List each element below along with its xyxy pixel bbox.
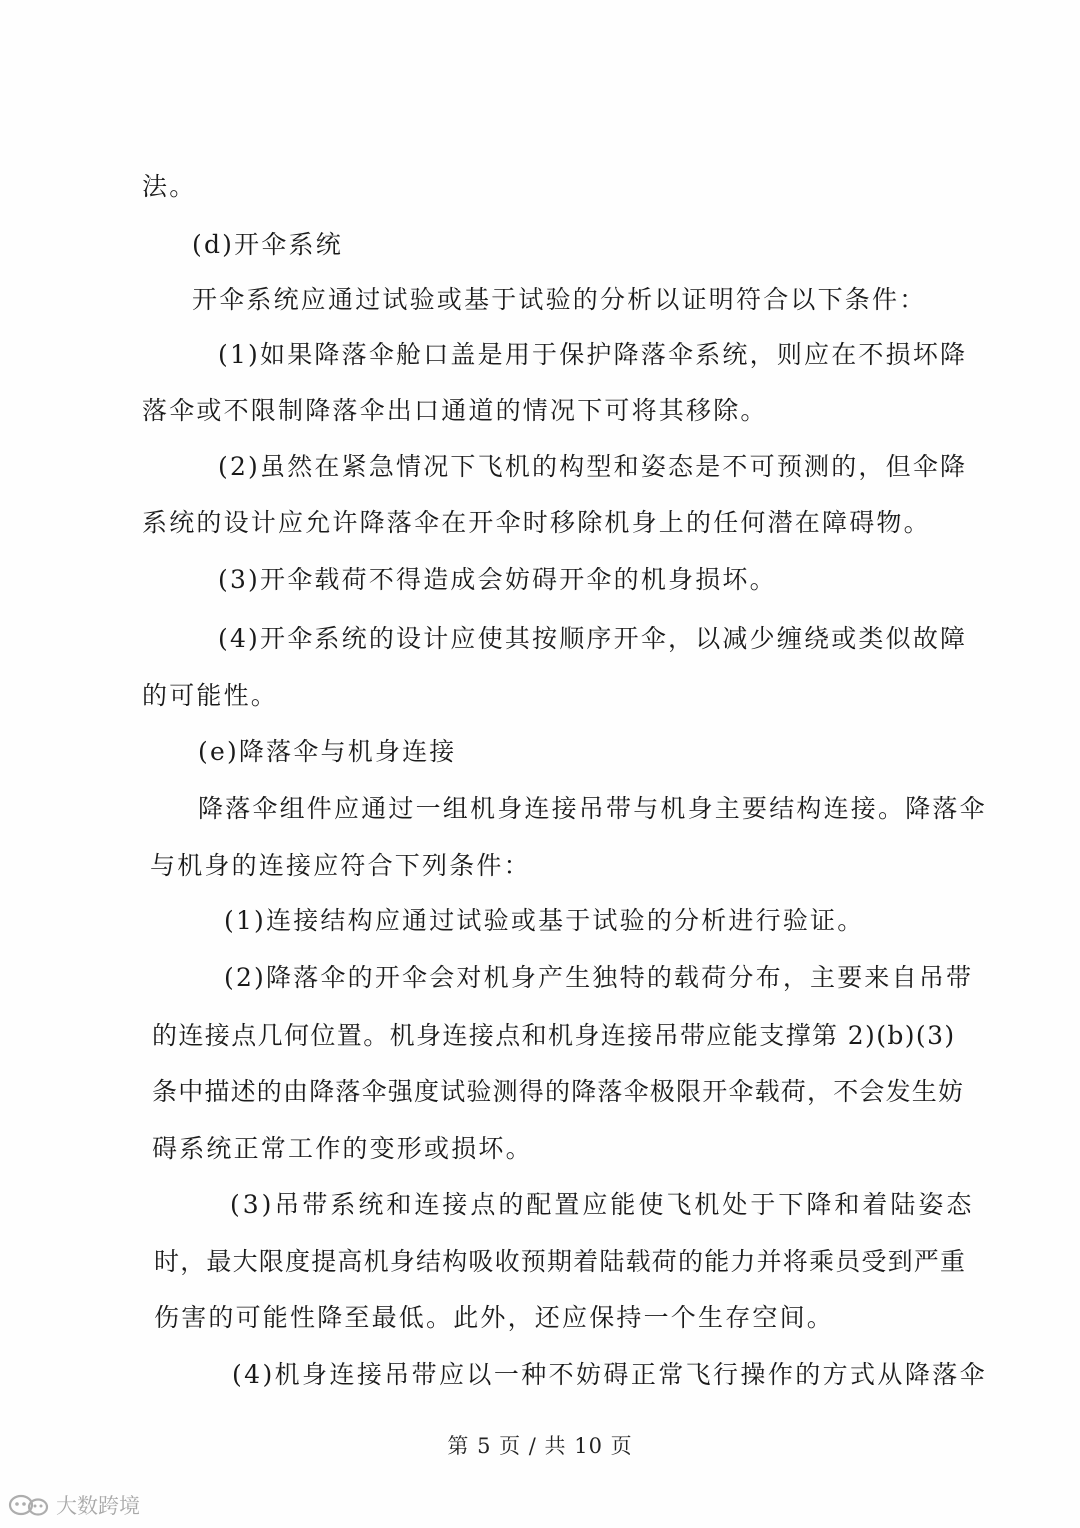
watermark — [8, 1490, 140, 1520]
section-heading-d: (d)开伞系统 — [192, 230, 343, 259]
text-line-10: 的可能性。 — [142, 681, 279, 710]
text-line-17: 条中描述的由降落伞强度试验测得的降落伞极限开伞载荷，不会发生妨 — [152, 1077, 965, 1106]
page-number-footer: 第 5 页 / 共 10 页 — [447, 1434, 633, 1458]
text-line-14: (1)连接结构应通过试验或基于试验的分析进行验证。 — [224, 906, 865, 935]
section-heading-e: (e)降落伞与机身连接 — [198, 737, 457, 766]
brand-logo-icon — [8, 1492, 50, 1518]
text-line-12: 降落伞组件应通过一组机身连接吊带与机身主要结构连接。降落伞 — [198, 794, 987, 823]
text-line-13: 与机身的连接应符合下列条件： — [150, 851, 531, 880]
text-line-16: 的连接点几何位置。机身连接点和机身连接吊带应能支撑第 2)(b)(3) — [152, 1021, 956, 1050]
text-line-6: (2)虽然在紧急情况下飞机的构型和姿态是不可预测的，但伞降 — [218, 452, 968, 481]
text-line-1: 法。 — [142, 172, 197, 201]
text-line-18: 碍系统正常工作的变形或损坏。 — [152, 1134, 533, 1163]
text-line-4: (1)如果降落伞舱口盖是用于保护降落伞系统，则应在不损坏降 — [218, 340, 968, 369]
text-line-22: (4)机身连接吊带应以一种不妨碍正常飞行操作的方式从降落伞 — [232, 1360, 988, 1389]
text-line-19: (3)吊带系统和连接点的配置应能使飞机处于下降和着陆姿态 — [230, 1190, 975, 1219]
watermark-text: 大数跨境 — [56, 1494, 140, 1518]
text-line-5: 落伞或不限制降落伞出口通道的情况下可将其移除。 — [142, 396, 768, 425]
text-line-7: 系统的设计应允许降落伞在开伞时移除机身上的任何潜在障碍物。 — [142, 508, 931, 537]
text-line-20: 时，最大限度提高机身结构吸收预期着陆载荷的能力并将乘员受到严重 — [154, 1247, 967, 1276]
text-line-3: 开伞系统应通过试验或基于试验的分析以证明符合以下条件： — [192, 285, 927, 314]
text-line-15: (2)降落伞的开伞会对机身产生独特的载荷分布，主要来自吊带 — [224, 963, 974, 992]
text-line-8: (3)开伞载荷不得造成会妨碍开伞的机身损坏。 — [218, 565, 777, 594]
text-line-21: 伤害的可能性降至最低。此外，还应保持一个生存空间。 — [154, 1303, 835, 1332]
text-line-9: (4)开伞系统的设计应使其按顺序开伞，以减少缠绕或类似故障 — [218, 624, 968, 653]
